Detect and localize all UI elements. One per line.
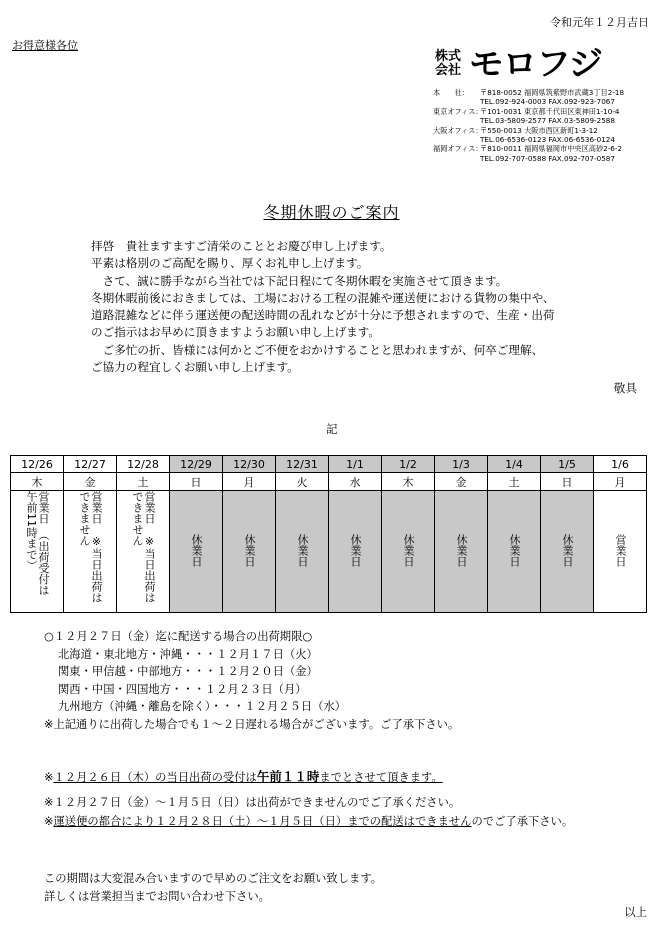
- office-label: 大阪オフィス：: [433, 125, 483, 135]
- addressee: お得意様各位: [12, 39, 78, 52]
- calendar-status: [382, 491, 435, 613]
- deadline-region: 九州地方（沖縄・離島を除く）・・・１２月２５日（水）: [58, 700, 347, 714]
- notice-cutoff: ※１２月２６日（木）の当日出荷の受付は午前１１時までとさせて頂きます。: [44, 769, 443, 784]
- calendar-status: [117, 491, 170, 613]
- letter-line: 拝啓 貴社ますますご清栄のこととお慶び申し上げます。: [91, 239, 392, 253]
- notice-no-delivery: ※運送便の都合により１２月２８日（土）～１月５日（日）までの配送はできませんのでご了承下さい。: [44, 815, 574, 828]
- calendar-date: 1/2: [382, 456, 435, 473]
- calendar-status-text: 営業日 ※当日出荷は できません: [131, 491, 156, 614]
- calendar-status: [276, 491, 329, 613]
- letter-body: [91, 238, 555, 376]
- deadline-region: 関西・中国・四国地方・・・１２月２３日（月）: [58, 682, 307, 696]
- calendar-weekday: 日: [170, 473, 223, 491]
- calendar-date: 12/30: [223, 456, 276, 473]
- calendar-weekday: 水: [329, 473, 382, 491]
- office-phone-row: [433, 154, 624, 163]
- deadline-region: 北海道・東北地方・沖縄・・・１２月１７日（火）: [58, 647, 318, 661]
- letter-line: のご指示はお早めに頂きますようお願い申し上げます。: [91, 325, 380, 340]
- logo-prefix-2: 会社: [435, 63, 462, 78]
- calendar-status-text: 営業日 （出荷受付は 午前11時まで）: [25, 491, 50, 607]
- ijo: 以上: [624, 906, 647, 919]
- calendar-date: 1/5: [541, 456, 594, 473]
- calendar-status-text: 休業日: [455, 533, 468, 567]
- calendar-status-text: 休業日: [508, 533, 521, 567]
- calendar-status: [223, 491, 276, 613]
- closing-line: この期間は大変混み合いますので早めのご注文をお願い致します。: [44, 872, 383, 885]
- office-address-row: [433, 126, 624, 135]
- calendar-status: [488, 491, 541, 613]
- office-phone-row: [433, 135, 624, 144]
- office-phone-fax: TEL.03-5809-2577 FAX.03-5809-2588: [480, 116, 615, 126]
- calendar-weekday: 火: [276, 473, 329, 491]
- calendar-date: 12/26: [11, 456, 64, 473]
- letter-line: さて、誠に勝手ながら当社では下記日程にて冬期休暇を実施させて頂きます。: [91, 273, 508, 288]
- holiday-calendar: [10, 455, 647, 613]
- office-addresses: [433, 88, 624, 163]
- calendar-status: [64, 491, 117, 613]
- deadline-heading: ○１２月２７日（金）迄に配送する場合の出荷期限○: [44, 630, 313, 643]
- letter-line: 冬期休暇前後におきましては、工場における工程の混雑や運送便における貨物の集中や、: [91, 290, 555, 305]
- office-address-row: [433, 107, 624, 116]
- calendar-status-text: 休業日: [349, 533, 362, 567]
- calendar-status-text: 営業日 ※当日出荷は できません: [78, 491, 103, 614]
- issue-date: 令和元年１２月吉日: [550, 16, 649, 29]
- calendar-weekday: 土: [488, 473, 541, 491]
- calendar-weekday: 金: [64, 473, 117, 491]
- calendar-date: 1/1: [329, 456, 382, 473]
- deadline-caveat: ※上記通りに出荷した場合でも１～２日遅れる場合がございます。ご了承下さい。: [44, 717, 460, 731]
- office-postal-address: 〒810-0011 福岡県福岡市中央区高砂2-6-2: [480, 144, 623, 154]
- logo-name: モロフジ: [469, 44, 603, 83]
- office-postal-address: 〒550-0013 大阪市西区新町1-3-12: [480, 125, 598, 135]
- calendar-status-text: 営業日: [614, 533, 627, 567]
- office-address-row: [433, 144, 624, 153]
- ki-mark: 記: [326, 422, 338, 436]
- office-label: 本 社：: [433, 88, 469, 97]
- closing-line: 詳しくは営業担当までお問い合わせ下さい。: [44, 890, 270, 903]
- letter-line: 平素は格別のご高配を賜り、厚くお礼申し上げます。: [91, 256, 369, 271]
- calendar-status-text: 休業日: [243, 533, 256, 567]
- office-postal-address: 〒101-0031 東京都千代田区東神田1-10-4: [480, 106, 620, 116]
- office-phone-fax: TEL.06-6536-0123 FAX.06-6536-0124: [480, 135, 615, 145]
- calendar-date: 1/3: [435, 456, 488, 473]
- logo-prefix-1: 株式: [435, 49, 462, 64]
- office-label: 福岡オフィス：: [433, 144, 483, 154]
- calendar-date: 12/29: [170, 456, 223, 473]
- calendar-date: 12/27: [64, 456, 117, 473]
- letter-line: ご協力の程宜しくお願い申し上げます。: [91, 360, 299, 375]
- office-phone-row: [433, 97, 624, 106]
- calendar-status-text: 休業日: [190, 533, 203, 567]
- company-logo: [435, 44, 603, 83]
- office-phone-fax: TEL.092-707-0588 FAX.092-707-0587: [480, 153, 615, 163]
- calendar-date: 1/4: [488, 456, 541, 473]
- calendar-status: [11, 491, 64, 613]
- notice-no-shipping: ※１２月２７日（金）～１月５日（日）は出荷ができませんのでご了承ください。: [44, 796, 461, 809]
- letter-line: ご多忙の折、皆様には何かとご不便をおかけすることと思われますが、何卒ご理解、: [91, 342, 544, 357]
- calendar-weekday: 月: [223, 473, 276, 491]
- calendar-weekday: 月: [594, 473, 647, 491]
- office-label: 東京オフィス：: [433, 106, 483, 116]
- calendar-date: 12/28: [117, 456, 170, 473]
- letter-line: 道路混雑などに伴う運送便の配送時間の乱れなどが十分に予想されますので、生産・出荷: [91, 308, 555, 323]
- shipping-deadlines: [44, 628, 459, 734]
- keigu: 敬具: [613, 381, 637, 395]
- calendar-date: 1/6: [594, 456, 647, 473]
- calendar-status-text: 休業日: [561, 533, 574, 567]
- calendar-status: [435, 491, 488, 613]
- calendar-date: 12/31: [276, 456, 329, 473]
- calendar-weekday: 日: [541, 473, 594, 491]
- calendar-weekday: 木: [382, 473, 435, 491]
- office-phone-row: [433, 116, 624, 125]
- calendar-weekday: 土: [117, 473, 170, 491]
- office-address-row: [433, 88, 624, 97]
- calendar-status: [541, 491, 594, 613]
- office-phone-fax: TEL.092-924-0003 FAX.092-923-7067: [480, 97, 615, 107]
- calendar-status-text: 休業日: [402, 533, 415, 567]
- calendar-weekday: 木: [11, 473, 64, 491]
- calendar-status: [594, 491, 647, 613]
- calendar-status: [170, 491, 223, 613]
- calendar-status: [329, 491, 382, 613]
- closing-remarks: [44, 870, 382, 906]
- calendar-status-text: 休業日: [296, 533, 309, 567]
- calendar-weekday: 金: [435, 473, 488, 491]
- deadline-region: 関東・甲信越・中部地方・・・１２月２０日（金）: [58, 665, 318, 679]
- page-title: 冬期休暇のご案内: [263, 203, 400, 222]
- office-postal-address: 〒818-0052 福岡県筑紫野市武蔵3丁目2-18: [480, 88, 625, 97]
